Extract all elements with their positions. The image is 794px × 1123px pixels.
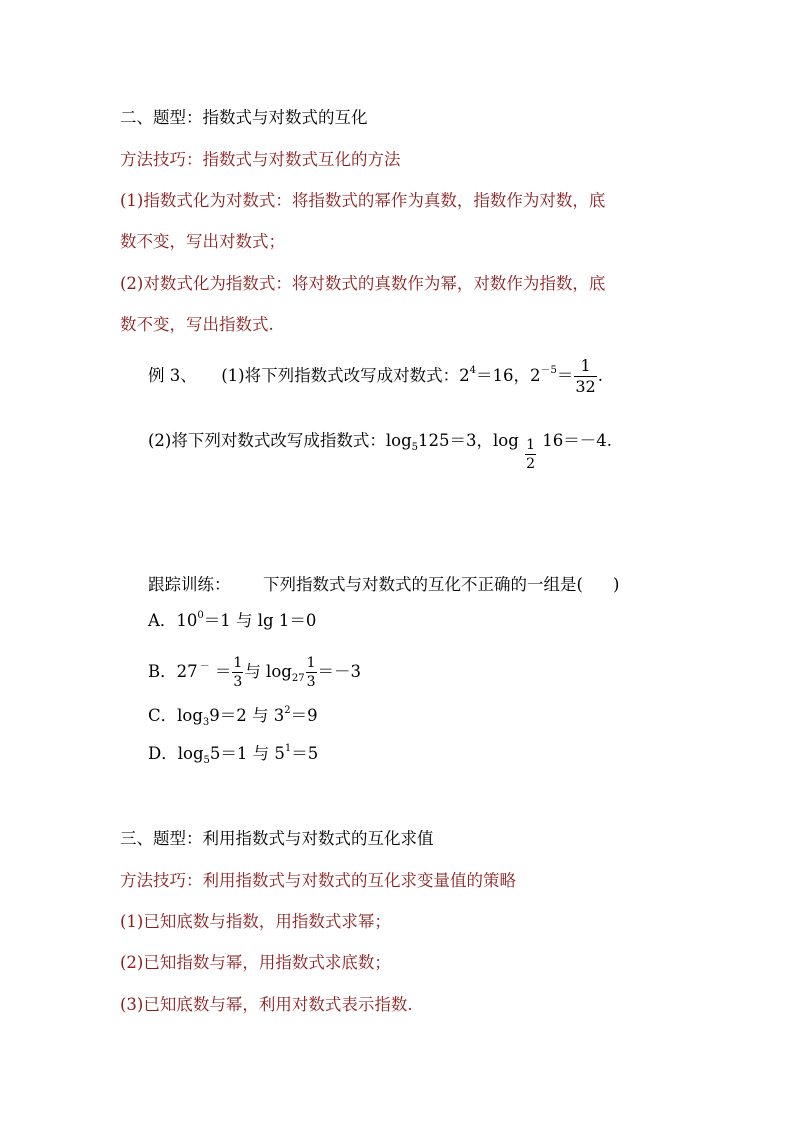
section2-title: 二、题型：指数式与对数式的互化 [120,108,368,127]
math-text: 16＝－4. [542,431,612,450]
fraction-denominator: 2 [526,456,535,472]
fraction-denominator: 32 [575,377,596,396]
section3-title: 三、题型：利用指数式与对数式的互化求值 [120,829,434,848]
math-log-base: 3 [202,717,210,728]
section2-rule2-line1: (2)对数式化为指数式：将对数式的真数作为幂，对数作为指数，底 [120,274,606,293]
option-d [148,743,318,765]
fraction-denominator: 3 [233,674,243,690]
math-exponent: －5 [540,365,557,376]
practice-label: 跟踪训练： [148,575,231,594]
fraction-numerator: 1 [233,655,243,671]
practice-question-text: 下列指数式与对数式的互化不正确的一组是( [263,575,583,594]
math-text: . [597,366,603,385]
answer-bracket-close: ) [612,575,620,594]
math-text: ＝9 [290,706,318,725]
math-log-base: 5 [411,442,419,453]
fraction-1-3 [232,656,243,689]
example3-label: 例 3、 [148,366,197,385]
fraction-numerator: 1 [580,356,591,375]
math-log: log [177,744,204,763]
math-exponent: 4 [469,365,476,376]
math-text: ＝1 与 lg 1＝0 [203,611,317,630]
math-exponent: 1 [284,743,292,754]
example3-part2 [148,430,612,471]
math-exponent: － [199,661,210,672]
section2-rule1-line1: (1)指数式化为对数式：将指数式的幂作为真数，指数作为对数，底 [120,191,606,210]
math-log: log [493,431,519,450]
option-b [148,656,361,689]
math-base: 10 [176,611,198,630]
math-text: ＝16， [476,366,530,385]
math-text: ＝5 [291,744,319,763]
math-log: log [177,706,203,725]
log-base-fraction [525,438,536,471]
math-text: 125＝3， [418,431,494,450]
example3-part1 [148,358,603,395]
option-a [148,610,316,632]
math-text: ＝－3 [317,662,361,681]
math-text: 与 log [244,662,292,681]
fraction-numerator: 1 [306,655,316,671]
option-letter: C． [148,706,178,725]
section3-rule3: (3)已知底数与幂，利用对数式表示指数. [120,995,413,1014]
fraction-1-3 [306,656,317,689]
math-log-base: 27 [291,673,305,684]
example3-part1-text: (1)将下列指数式改写成对数式： [221,366,460,385]
math-exponent: 2 [284,705,291,716]
section2-method-title: 方法技巧：指数式与对数式互化的方法 [120,150,401,169]
section3-rule1: (1)已知底数与指数，用指数式求幂； [120,912,391,931]
fraction-1-32 [574,358,596,395]
practice-question [148,574,619,596]
math-text: ＝ [556,366,574,385]
math-text: ＝ [214,662,232,681]
math-text: 5＝1 与 5 [209,744,285,763]
math-log: log [385,431,412,450]
math-base: 2 [459,366,470,385]
example3-part2-text: (2)将下列对数式改写成指数式： [148,431,386,450]
fraction-denominator: 3 [306,674,316,690]
math-base: 27 [176,662,198,681]
math-log-base: 5 [203,755,210,766]
section2-rule1-line2: 数不变，写出对数式； [120,232,285,251]
fraction-numerator: 1 [526,437,535,453]
option-letter: B． [148,662,177,681]
math-base: 2 [530,366,541,385]
section2-rule2-line2: 数不变，写出指数式. [120,315,274,334]
math-text: 9＝2 与 3 [209,706,285,725]
option-c [148,705,318,727]
section3-method-title: 方法技巧：利用指数式与对数式的互化求变量值的策略 [120,871,516,890]
math-exponent: 0 [197,610,204,621]
option-letter: D． [148,744,178,763]
section3-rule2: (2)已知指数与幂，用指数式求底数； [120,953,391,972]
option-letter: A． [148,611,177,630]
